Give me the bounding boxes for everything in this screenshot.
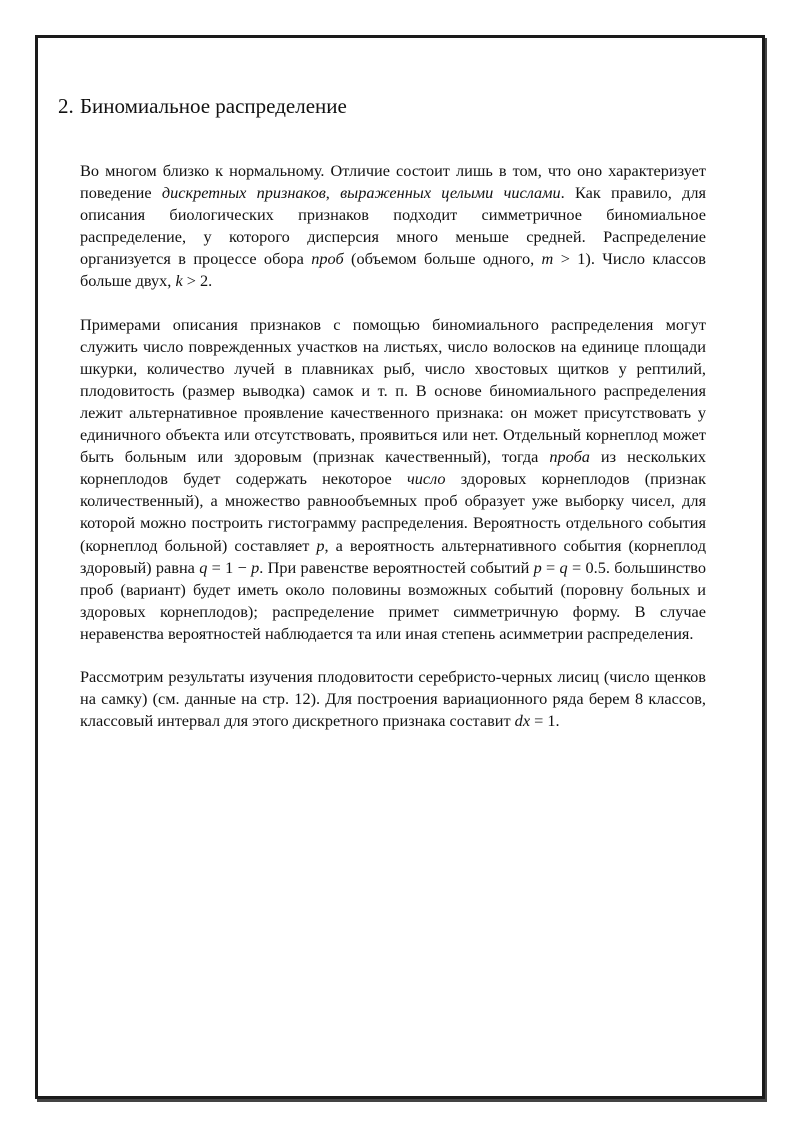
section-title: Биномиальное распределение: [80, 94, 347, 118]
italic-term: дискретных признаков: [161, 183, 326, 203]
paragraph-examples: [80, 314, 706, 645]
text-run: . При равенстве вероятностей событий: [259, 557, 534, 577]
text-run: > 2.: [182, 271, 213, 291]
math-variable: q: [199, 557, 208, 577]
text-run: = 1 −: [207, 557, 252, 577]
text-run: Примерами описания признаков с помощью биномиального распределения могут служить число поврежденных участков на листьях, число волосков на единице площади шкурки, количество лучей в плавниках рыб, число хвостовых щитков у рептилий, плодовитость (размер выводка) самок и т. п. В основе биномиального распределения лежит альтернативное проявление качественного признака: он может присутствовать у единичного объекта или отсутствовать, проявиться или нет. Отдельный корнеплод может быть больным или здоровым (признак качественный), тогда: [80, 314, 706, 467]
text-run: Во многом близко к нормальному. Отличие состоит лишь в том, что оно характеризует поведение: [80, 161, 706, 203]
math-variable: p: [316, 535, 325, 555]
math-variable: q: [559, 557, 568, 577]
italic-term: выраженных целыми числами: [340, 183, 561, 203]
italic-term: проба: [549, 447, 590, 467]
text-run: ,: [325, 183, 341, 203]
math-variable: dx: [514, 711, 531, 731]
text-run: = 1.: [530, 711, 560, 731]
section-number: 2.: [58, 94, 74, 118]
italic-term: число: [407, 469, 446, 489]
text-run: =: [541, 557, 560, 577]
text-run: из нескольких корнеплодов будет содержать некоторое: [80, 447, 706, 489]
section-heading: [58, 92, 347, 120]
paragraph-fox-example: [80, 666, 706, 732]
text-run: . Как правило, для описания биологических признаков подходит симметричное биномиальное распределение, у которого дисперсия много меньше средней. Распределение организуется в процессе обора: [80, 183, 706, 269]
math-variable: m: [541, 249, 554, 269]
math-variable: p: [533, 557, 542, 577]
math-variable: p: [251, 557, 260, 577]
italic-term: проб: [311, 249, 344, 269]
text-run: , а вероятность альтернативного события (корнеплод здоровый) равна: [80, 535, 706, 577]
text-run: > 1). Число классов больше двух,: [80, 249, 706, 291]
text-run: = 0.5. большинство проб (вариант) будет иметь около половины возможных событий (поровну больных и здоровых корнеплодов); распределение примет симметричную форму. В случае неравенства вероятностей наблюдается та или иная степень асимметрии распределения.: [80, 557, 706, 643]
paragraph-intro: [80, 160, 706, 293]
math-variable: k: [175, 271, 183, 291]
text-run: (объемом больше одного,: [343, 249, 542, 269]
body-text: [80, 160, 706, 753]
text-run: Рассмотрим результаты изучения плодовитости серебристо-черных лисиц (число щенков на самку) (см. данные на стр. 12). Для построения вариационного ряда берем 8 классов, классовый интервал для этого дискретного признака составит: [80, 666, 706, 731]
text-run: здоровых корнеплодов (признак количественный), а множество равнообъемных проб образует уже выборку чисел, для которой можно построить гистограмму распределения. Вероятность отдельного события (корнеплод больной) составляет: [80, 469, 707, 555]
